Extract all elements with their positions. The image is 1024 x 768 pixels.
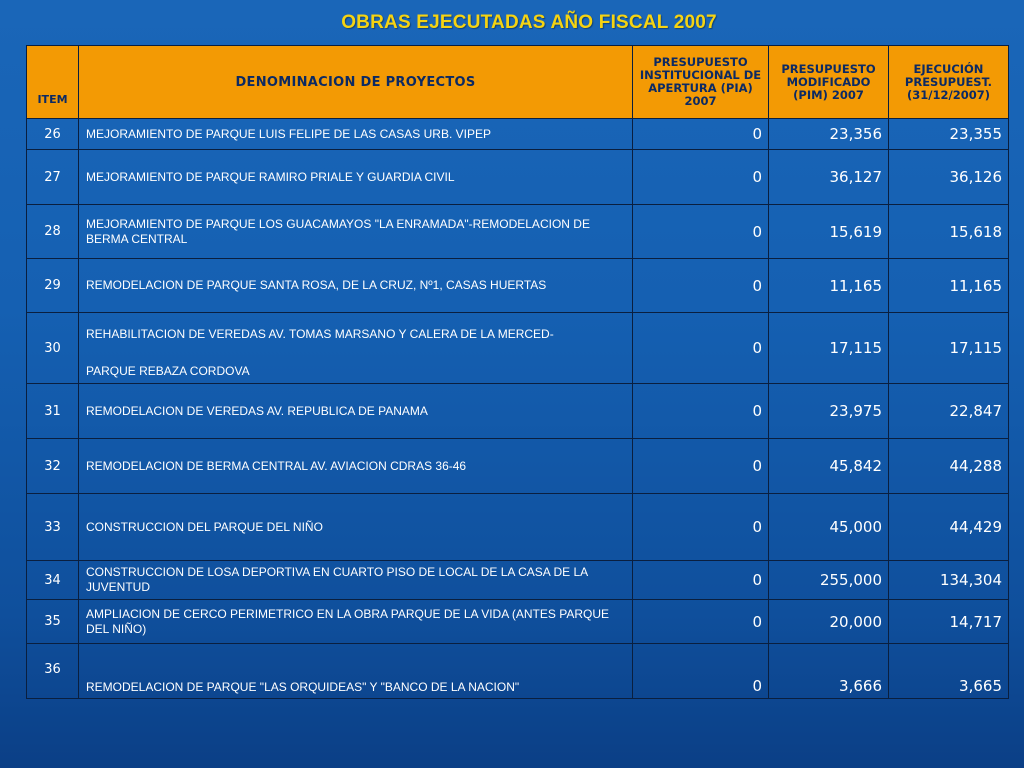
project-name-line-1: REHABILITACION DE VEREDAS AV. TOMAS MARSANO Y CALERA DE LA MERCED- (86, 327, 554, 341)
item-cell: 35 (27, 600, 79, 644)
project-name-cell: CONSTRUCCION DE LOSA DEPORTIVA EN CUARTO PISO DE LOCAL DE LA CASA DE LA JUVENTUD (79, 561, 633, 600)
table-row (27, 439, 1009, 494)
project-name-cell: REMODELACION DE PARQUE SANTA ROSA, DE LA CRUZ, Nº1, CASAS HUERTAS (79, 259, 633, 313)
item-cell: 30 (27, 313, 79, 384)
item-cell: 28 (27, 205, 79, 259)
ejecucion-cell: 44,288 (889, 439, 1009, 494)
project-name-cell (79, 313, 633, 384)
pim-cell: 36,127 (769, 150, 889, 205)
project-name-cell: REMODELACION DE BERMA CENTRAL AV. AVIACION CDRAS 36-46 (79, 439, 633, 494)
project-name-cell: REMODELACION DE PARQUE "LAS ORQUIDEAS" Y "BANCO DE LA NACION" (79, 644, 633, 699)
item-cell: 27 (27, 150, 79, 205)
header-pia: PRESUPUESTO INSTITUCIONAL DE APERTURA (PIA) 2007 (633, 46, 769, 119)
table-row (27, 644, 1009, 699)
item-cell: 26 (27, 119, 79, 150)
ejecucion-cell: 36,126 (889, 150, 1009, 205)
pim-cell: 45,000 (769, 494, 889, 561)
pim-cell: 15,619 (769, 205, 889, 259)
projects-table (26, 45, 1009, 699)
header-row (27, 46, 1009, 119)
table-row (27, 561, 1009, 600)
table-row (27, 600, 1009, 644)
table-row (27, 494, 1009, 561)
ejecucion-cell: 23,355 (889, 119, 1009, 150)
pia-cell: 0 (633, 644, 769, 699)
pia-cell: 0 (633, 119, 769, 150)
item-cell: 29 (27, 259, 79, 313)
ejecucion-cell: 44,429 (889, 494, 1009, 561)
project-name-cell: REMODELACION DE VEREDAS AV. REPUBLICA DE PANAMA (79, 384, 633, 439)
header-pim: PRESUPUESTO MODIFICADO (PIM) 2007 (769, 46, 889, 119)
item-cell: 31 (27, 384, 79, 439)
item-cell: 34 (27, 561, 79, 600)
pia-cell: 0 (633, 600, 769, 644)
page-title: OBRAS EJECUTADAS AÑO FISCAL 2007 (341, 12, 717, 33)
project-name-cell: AMPLIACION DE CERCO PERIMETRICO EN LA OBRA PARQUE DE LA VIDA (ANTES PARQUE DEL NIÑO) (79, 600, 633, 644)
table-row (27, 205, 1009, 259)
ejecucion-cell: 15,618 (889, 205, 1009, 259)
header-ejecucion: EJECUCIÓN PRESUPUEST. (31/12/2007) (889, 46, 1009, 119)
pia-cell: 0 (633, 205, 769, 259)
ejecucion-cell: 14,717 (889, 600, 1009, 644)
table-row (27, 119, 1009, 150)
pim-cell: 11,165 (769, 259, 889, 313)
pia-cell: 0 (633, 313, 769, 384)
pia-cell: 0 (633, 561, 769, 600)
pim-cell: 20,000 (769, 600, 889, 644)
project-name-cell: CONSTRUCCION DEL PARQUE DEL NIÑO (79, 494, 633, 561)
ejecucion-cell: 134,304 (889, 561, 1009, 600)
header-denominacion: DENOMINACION DE PROYECTOS (79, 46, 633, 119)
table-row (27, 259, 1009, 313)
ejecucion-cell: 17,115 (889, 313, 1009, 384)
ejecucion-cell: 3,665 (889, 644, 1009, 699)
pia-cell: 0 (633, 150, 769, 205)
ejecucion-cell: 22,847 (889, 384, 1009, 439)
pim-cell: 23,975 (769, 384, 889, 439)
table-row (27, 150, 1009, 205)
ejecucion-cell: 11,165 (889, 259, 1009, 313)
item-cell: 32 (27, 439, 79, 494)
header-item: ITEM (27, 46, 79, 119)
pia-cell: 0 (633, 494, 769, 561)
pim-cell: 45,842 (769, 439, 889, 494)
pim-cell: 3,666 (769, 644, 889, 699)
pia-cell: 0 (633, 384, 769, 439)
pim-cell: 23,356 (769, 119, 889, 150)
project-name-cell: MEJORAMIENTO DE PARQUE RAMIRO PRIALE Y GUARDIA CIVIL (79, 150, 633, 205)
pim-cell: 255,000 (769, 561, 889, 600)
project-name-cell: MEJORAMIENTO DE PARQUE LOS GUACAMAYOS "LA ENRAMADA"-REMODELACION DE BERMA CENTRAL (79, 205, 633, 259)
item-cell: 33 (27, 494, 79, 561)
table-row (27, 384, 1009, 439)
pia-cell: 0 (633, 259, 769, 313)
pim-cell: 17,115 (769, 313, 889, 384)
item-cell: 36 (27, 644, 79, 699)
project-name-line-2: PARQUE REBAZA CORDOVA (86, 364, 250, 378)
table-row (27, 313, 1009, 384)
pia-cell: 0 (633, 439, 769, 494)
project-name-cell: MEJORAMIENTO DE PARQUE LUIS FELIPE DE LAS CASAS URB. VIPEP (79, 119, 633, 150)
